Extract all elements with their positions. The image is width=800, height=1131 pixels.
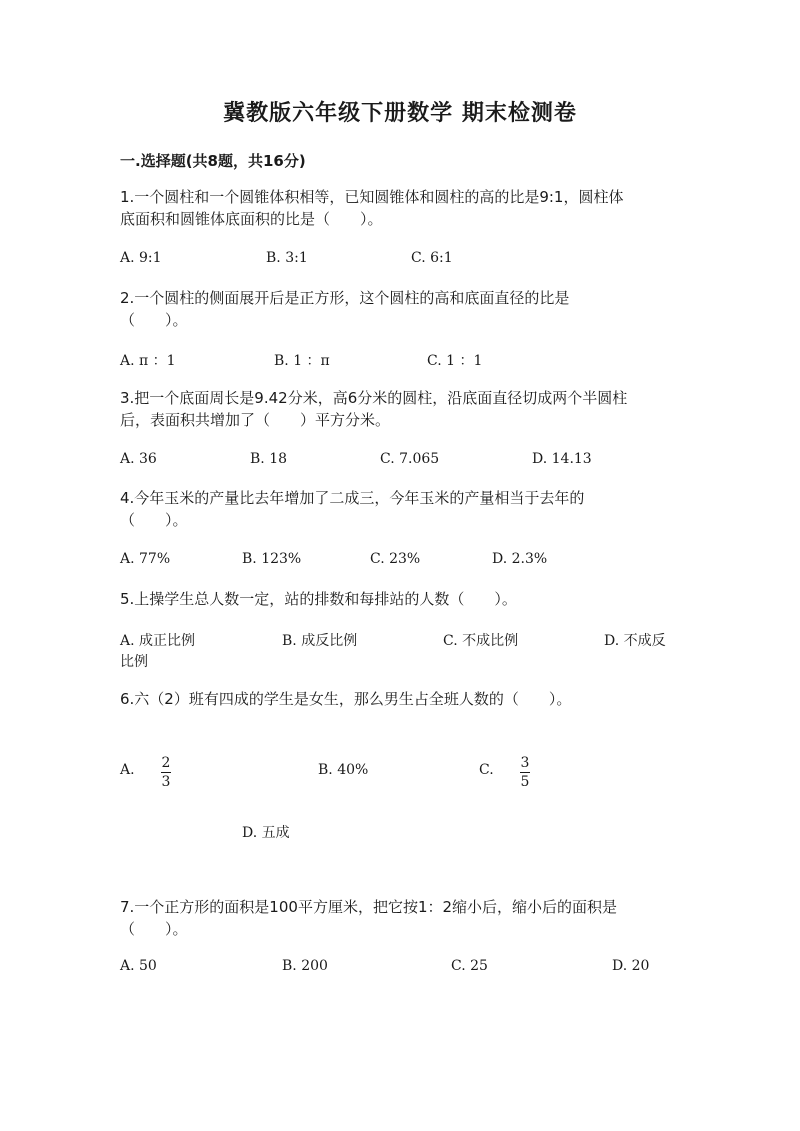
- question-2-line-1: 2.一个圆柱的侧面展开后是正方形，这个圆柱的高和底面直径的比是: [120, 289, 570, 307]
- question-1-line-2: 底面积和圆锥体底面积的比是（ ）。: [120, 210, 383, 228]
- q7-option-a: A. 50: [120, 958, 157, 974]
- question-7-line-2: （ ）。: [120, 920, 188, 938]
- q5-option-b: B. 成反比例: [282, 633, 358, 649]
- q6-option-c-denominator: 5: [520, 774, 530, 790]
- q4-option-d: D. 2.3%: [492, 551, 548, 567]
- q3-option-d: D. 14.13: [532, 451, 592, 467]
- q6-option-c-label: C.: [479, 762, 494, 778]
- q7-option-d: D. 20: [612, 958, 650, 974]
- q6-option-a-denominator: 3: [161, 774, 171, 790]
- question-4-line-1: 4.今年玉米的产量比去年增加了二成三，今年玉米的产量相当于去年的: [120, 489, 585, 507]
- question-5-line-1: 5.上操学生总人数一定，站的排数和每排站的人数（ ）。: [120, 590, 517, 608]
- question-4-line-2: （ ）。: [120, 511, 188, 529]
- q4-option-c: C. 23%: [370, 551, 421, 567]
- q6-option-c-fraction: [520, 752, 530, 790]
- q2-option-c: C. 1 ：1: [427, 353, 483, 369]
- q5-option-a: A. 成正比例: [120, 633, 196, 649]
- q1-option-a: A. 9:1: [120, 250, 162, 266]
- q7-option-b: B. 200: [282, 958, 328, 974]
- q6-option-a-fraction: [161, 752, 171, 790]
- q2-option-a: A. π ：1: [120, 353, 176, 369]
- q6-option-a-numerator: 2: [161, 755, 171, 771]
- q5-option-c: C. 不成比例: [443, 633, 519, 649]
- question-2-line-2: （ ）。: [120, 311, 188, 329]
- q6-option-b: B. 40%: [318, 762, 369, 778]
- q6-option-d: D. 五成: [242, 825, 290, 841]
- question-7-line-1: 7.一个正方形的面积是100平方厘米，把它按1：2缩小后，缩小后的面积是: [120, 898, 618, 916]
- q6-option-c-numerator: 3: [520, 755, 530, 771]
- q3-option-a: A. 36: [120, 451, 157, 467]
- q5-option-d: D. 不成反: [604, 633, 666, 649]
- q5-option-d-wrap: 比例: [120, 654, 148, 670]
- fraction-bar: [161, 772, 171, 773]
- q3-option-c: C. 7.065: [380, 451, 440, 467]
- q4-option-a: A. 77%: [120, 551, 171, 567]
- q1-option-c: C. 6:1: [411, 250, 453, 266]
- q4-option-b: B. 123%: [242, 551, 302, 567]
- question-6-line-1: 6.六（2）班有四成的学生是女生，那么男生占全班人数的（ ）。: [120, 690, 572, 708]
- q3-option-b: B. 18: [250, 451, 288, 467]
- section-heading: 一.选择题(共8题，共16分): [120, 152, 306, 170]
- question-1-line-1: 1.一个圆柱和一个圆锥体积相等，已知圆锥体和圆柱的高的比是9:1，圆柱体: [120, 188, 624, 206]
- question-3-line-1: 3.把一个底面周长是9.42分米，高6分米的圆柱，沿底面直径切成两个半圆柱: [120, 389, 628, 407]
- q1-option-b: B. 3:1: [266, 250, 308, 266]
- page-title: 冀教版六年级下册数学 期末检测卷: [223, 101, 577, 126]
- q6-option-a-label: A.: [120, 762, 135, 778]
- question-3-line-2: 后，表面积共增加了（ ）平方分米。: [120, 411, 391, 429]
- q7-option-c: C. 25: [451, 958, 488, 974]
- q2-option-b: B. 1 ：π: [274, 353, 330, 369]
- fraction-bar: [520, 772, 530, 773]
